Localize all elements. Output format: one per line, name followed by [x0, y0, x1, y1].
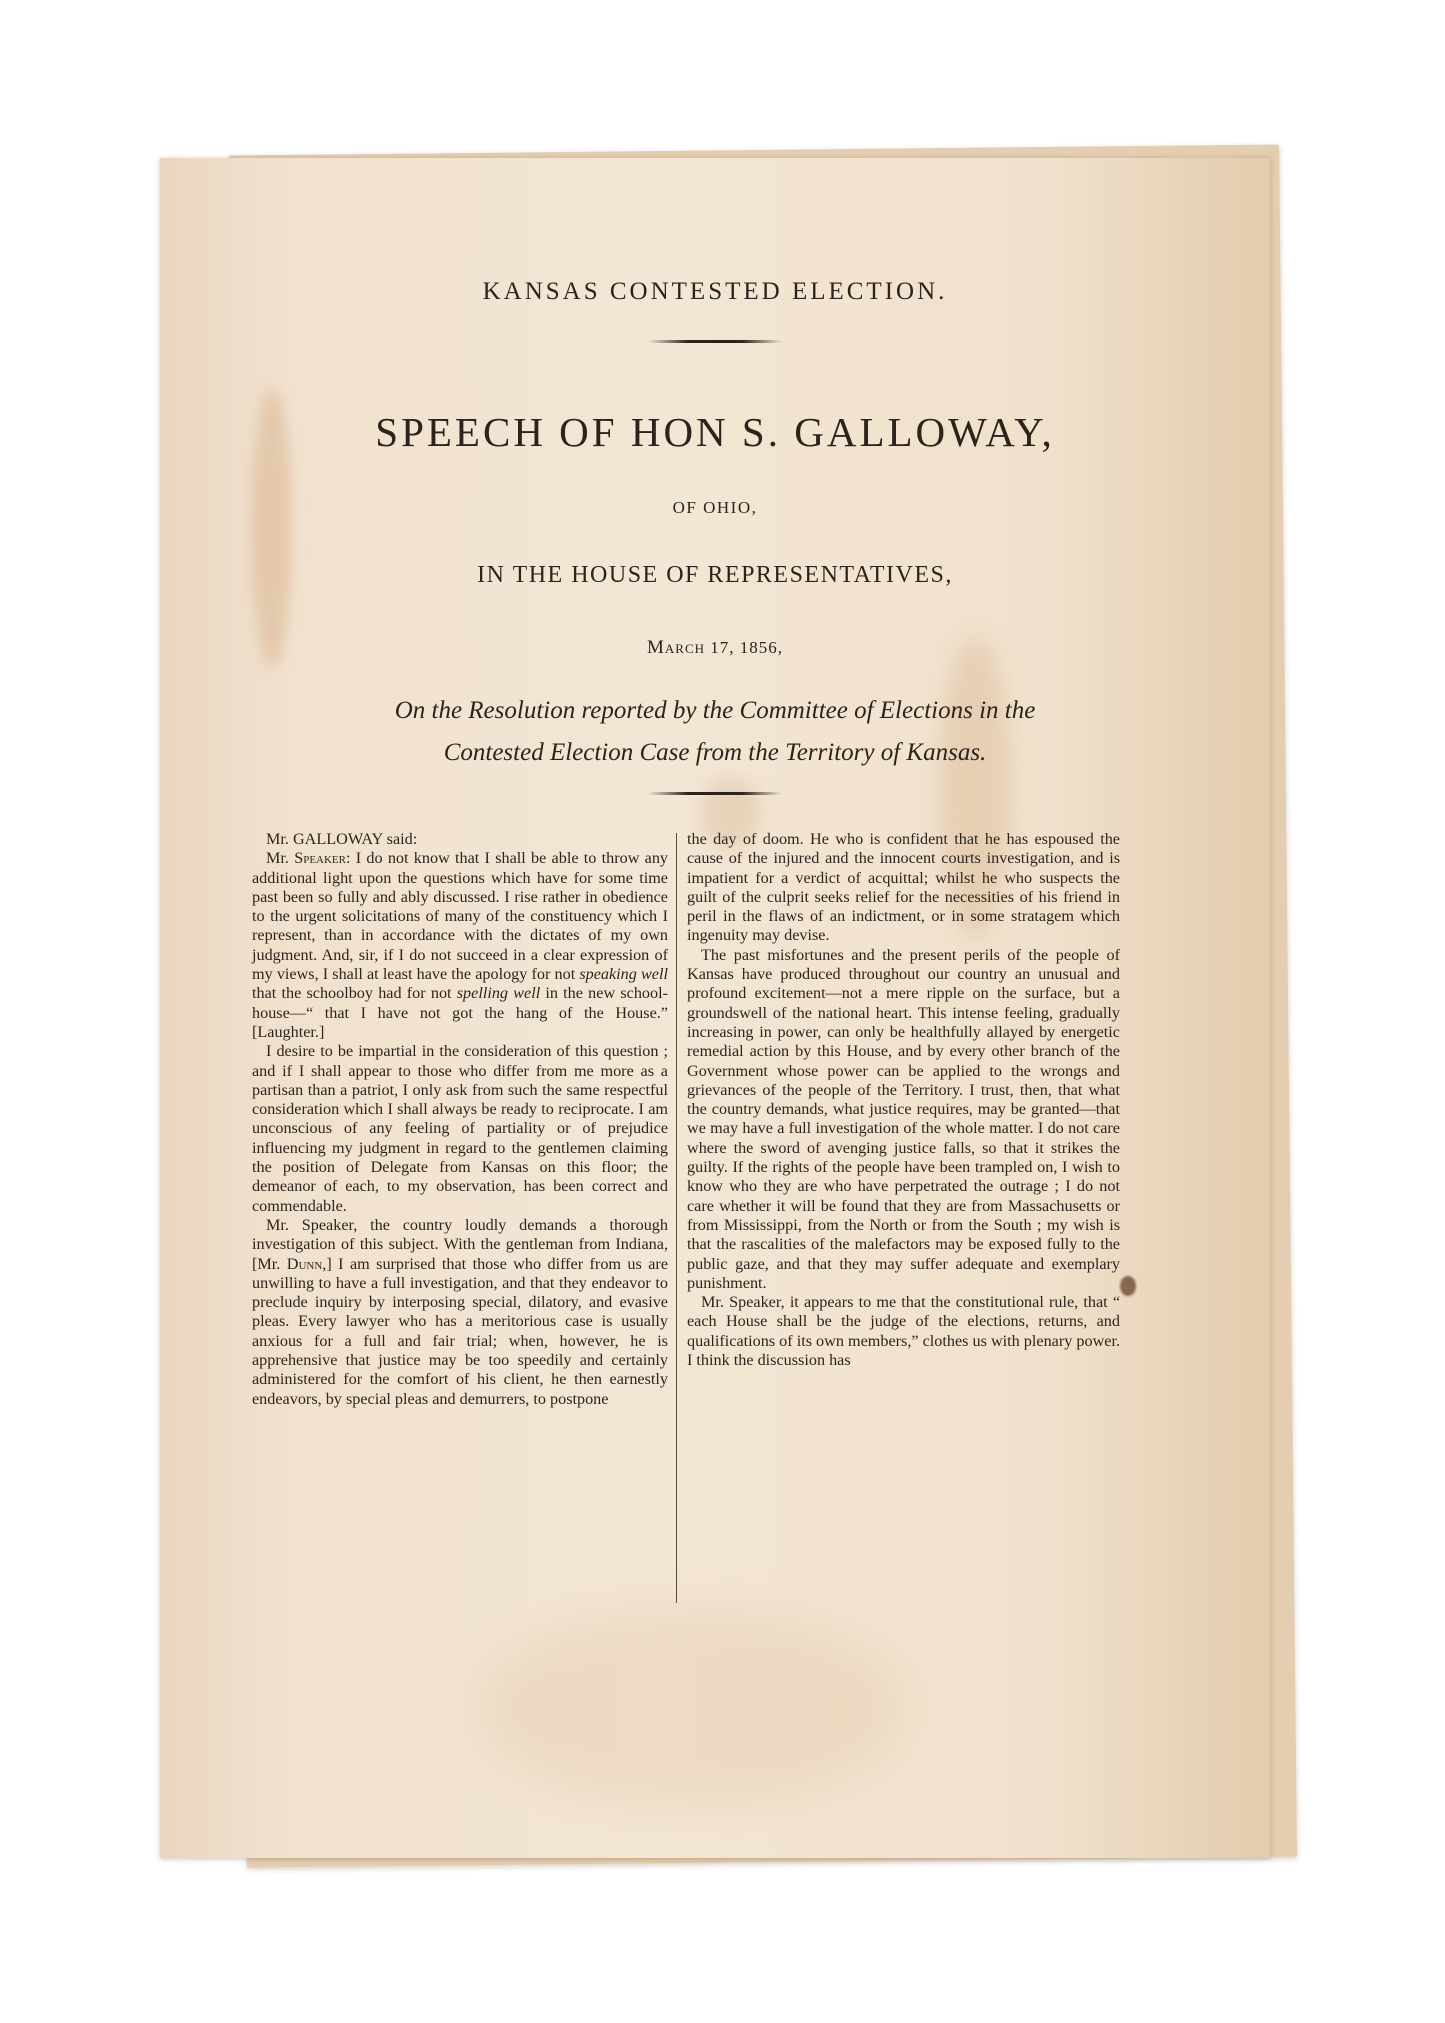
text-run: Mr.: [266, 849, 295, 868]
ornamental-rule: [648, 792, 782, 795]
text-run: in the new school-house—“ that I have not got the hang of the House.” [Laughter.]: [252, 984, 668, 1041]
paragraph: The past misfortunes and the present perils of the people of Kansas have produced throughout our country an unusual and profound excitement—not a mere ripple on the surface, but a groundswell of the national heart. This intense feeling, gradually increasing in power, can only be healthfully allayed by energetic remedial action by this House, and by every other branch of the Government whose power can be applied to the wrongs and grievances of the people of the Territory. I trust, then, that what the country demands, what justice requires, may be granted—that we may have a full investigation of the whole matter. I do not care where the sword of avenging justice falls, so that it strikes the guilty. If the rights of the people have been trampled on, I wish to know who they are who have perpetrated the outrage ; I do not care whether it will be found that they are from Massachusetts or from Mississippi, from the North or from the South ; my wish is that the rascalities of the malefactors may be exposed fully to the public gaze, and that they may suffer adequate and exemplary punishment.: [687, 945, 1120, 1292]
date-rest: 17, 1856,: [710, 638, 783, 657]
text-run: : I do not know that I shall be able to throw any additional light upon the questions which have for some time past been so fully and ably discussed. I rise rather in obedience to the urgent solicitations of many of the constituency which I represent, than in accordance with the dictates of my own judgment. And, sir, if I do not succeed in a clear expression of my views, I shall at least have the apology for not: [252, 849, 669, 984]
paragraph: [252, 849, 668, 1042]
italic-run: speaking well: [579, 965, 668, 984]
text-run: Speaker: [294, 849, 346, 868]
paper-stain: [480, 1608, 900, 1808]
ornamental-rule: [648, 340, 782, 343]
right-column: [687, 830, 1120, 1370]
venue-line: IN THE HOUSE OF REPRESENTATIVES,: [477, 562, 953, 588]
resolution-subtitle: [160, 690, 1270, 774]
document-heading: KANSAS CONTESTED ELECTION.: [482, 278, 948, 305]
paragraph-intro: Mr. GALLOWAY said:: [266, 830, 418, 848]
resolution-line-2: Contested Election Case from the Territory of Kansas.: [443, 739, 987, 766]
speech-title: SPEECH OF HON S. GALLOWAY,: [375, 409, 1055, 455]
date-month: March: [646, 637, 705, 658]
resolution-line-1: On the Resolution reported by the Committee of Elections in the: [394, 697, 1036, 724]
document-page: [160, 158, 1270, 1858]
ink-spot: [1120, 1276, 1136, 1296]
text-run: ,] I am surprised that those who differ from us are unwilling to have a full investigation, and that they endeavor to preclude inquiry by interposing special, dilatory, and evasive pleas. Every lawyer who has a meritorious case is usually anxious for a full and fair trial; when, however, he is apprehensive that justice may be too speedily and certainly administered for the comfort of his client, he then earnestly endeavors, by special pleas and demurrers, to postpone: [252, 1254, 668, 1408]
paragraph: I desire to be impartial in the consideration of this question ; and if I shall appear to those who differ from me more as a partisan than a patriot, I only ask from such the same respectful consideration which I shall always be ready to reciprocate. I am unconscious of any feeling of partiality or of prejudice influencing my judgment in regard to the gentlemen claiming the position of Delegate from Kansas on this floor; the demeanor of each, to my observation, has been correct and commendable.: [252, 1042, 668, 1215]
paragraph: the day of doom. He who is confident that he has espoused the cause of the injured and the innocent courts investigation, and is impatient for a verdict of acquittal; whilst he who suspects the guilt of the culprit seeks relief for the necessities of his friend in peril in the flaws of an indictment, or in some stratagem which ingenuity may devise.: [687, 830, 1120, 945]
column-divider: [676, 833, 677, 1603]
italic-run: spelling well: [456, 984, 541, 1003]
text-run: Dunn: [286, 1254, 323, 1273]
text-run: Mr. Speaker, the country loudly demands a thorough investigation of this subject. With the gentleman from Indiana, [Mr.: [252, 1215, 668, 1273]
speaker-state: OF OHIO,: [672, 498, 758, 517]
left-column: [252, 830, 668, 1409]
paragraph: [252, 1216, 668, 1409]
text-run: that the schoolboy had for not: [252, 984, 457, 1003]
speech-date: [160, 637, 1270, 659]
paragraph: Mr. Speaker, it appears to me that the constitutional rule, that “ each House shall be the judge of the elections, returns, and qualifications of its own members,” clothes us with plenary power. I think the discussion has: [687, 1293, 1120, 1370]
